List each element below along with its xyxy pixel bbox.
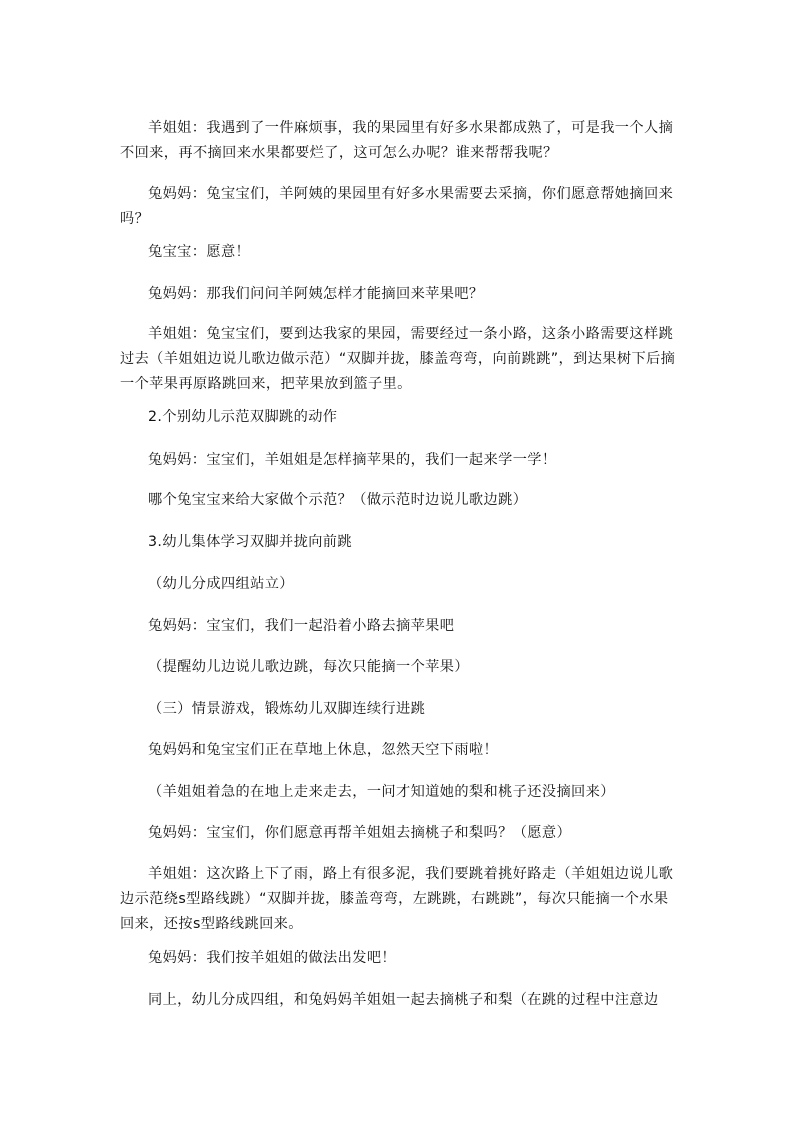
paragraph-4: 兔妈妈：那我们问问羊阿姨怎样才能摘回来苹果吧？ — [148, 286, 484, 302]
paragraph-16: 兔妈妈：宝宝们，你们愿意再帮羊姐姐去摘桃子和梨吗？（愿意） — [148, 825, 572, 841]
paragraph-17: 羊姐姐：这次路上下了雨，路上有很多泥，我们要跳着挑好路走（羊姐姐边说儿歌边示范绕s型路线跳）“双脚并拢，膝盖弯弯，左跳跳，右跳跳”，每次只能摘一个水果回来，还按s型路线跳回来。 — [120, 866, 674, 932]
paragraph-9: 3.幼儿集体学习双脚并拢向前跳 — [148, 534, 352, 550]
paragraph-10: （幼儿分成四组站立） — [148, 576, 294, 592]
paragraph-19: 同上，幼儿分成四组，和兔妈妈羊姐姐一起去摘桃子和梨（在跳的过程中注意边 — [148, 992, 659, 1008]
paragraph-18: 兔妈妈：我们按羊姐姐的做法出发吧！ — [148, 950, 396, 966]
paragraph-8: 哪个兔宝宝来给大家做个示范？（做示范时边说儿歌边跳） — [148, 492, 528, 508]
paragraph-12: （提醒幼儿边说儿歌边跳，每次只能摘一个苹果） — [148, 659, 469, 675]
paragraph-13: （三）情景游戏，锻炼幼儿双脚连续行进跳 — [148, 701, 426, 717]
paragraph-1: 羊姐姐：我遇到了一件麻烦事，我的果园里有好多水果都成熟了，可是我一个人摘不回来，再不摘回来水果都要烂了，这可怎么办呢？谁来帮帮我呢？ — [120, 120, 674, 161]
paragraph-11: 兔妈妈：宝宝们，我们一起沿着小路去摘苹果吧 — [148, 618, 455, 634]
paragraph-14: 兔妈妈和兔宝宝们正在草地上休息，忽然天空下雨啦！ — [148, 742, 499, 758]
paragraph-7: 兔妈妈：宝宝们，羊姐姐是怎样摘苹果的，我们一起来学一学！ — [148, 452, 557, 468]
paragraph-15: （羊姐姐着急的在地上走来走去，一问才知道她的梨和桃子还没摘回来） — [148, 784, 615, 800]
paragraph-6: 2.个别幼儿示范双脚跳的动作 — [148, 409, 338, 425]
paragraph-5: 羊姐姐：兔宝宝们，要到达我家的果园，需要经过一条小路，这条小路需要这样跳过去（羊姐姐边说儿歌边做示范）“双脚并拢，膝盖弯弯，向前跳跳”，到达果树下后摘一个苹果再原路跳回来，把苹果放到篮子里。 — [120, 326, 676, 392]
paragraph-2: 兔妈妈：兔宝宝们，羊阿姨的果园里有好多水果需要去采摘，你们愿意帮她摘回来吗？ — [120, 186, 674, 227]
paragraph-3: 兔宝宝：愿意！ — [148, 244, 251, 260]
